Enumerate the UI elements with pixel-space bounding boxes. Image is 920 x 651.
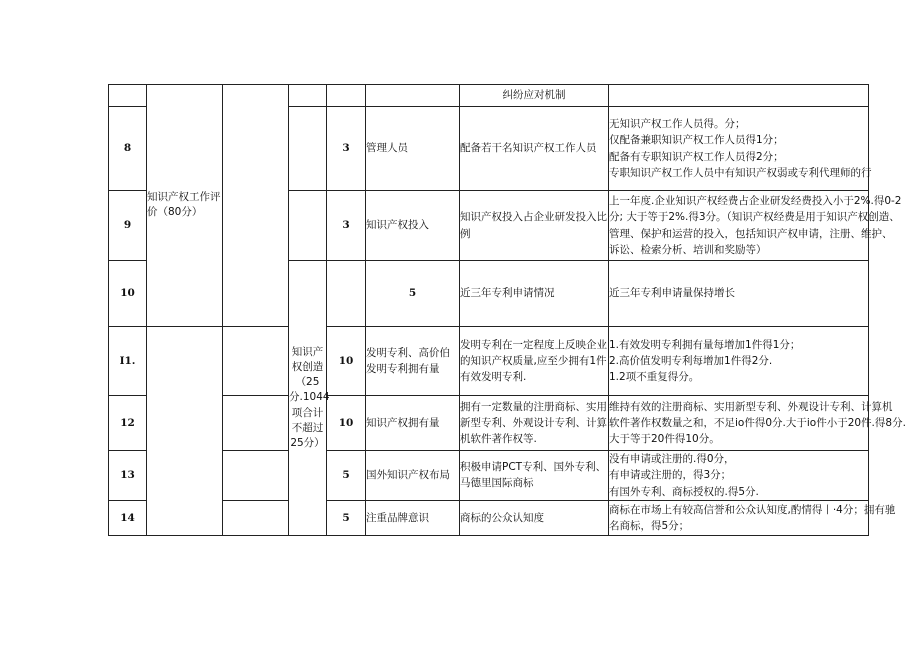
rule-line: 2.高价值发明专利每增加1件得2分. xyxy=(609,354,773,367)
score-cell xyxy=(327,85,366,107)
header-item-label: 纠纷应对机制 xyxy=(502,89,566,102)
row-rules xyxy=(609,500,896,535)
row-score: 3 xyxy=(327,107,366,191)
rules-cell xyxy=(609,85,869,107)
table-row xyxy=(109,396,869,451)
row-criteria: 近三年专利申请量保持增长 xyxy=(609,261,869,327)
row-number: 8 xyxy=(109,107,147,191)
row-rules xyxy=(609,396,906,451)
row-criteria: 拥有一定数量的注册商标、实用新型专利、外观设计专利、计算机软件著作权等. xyxy=(460,396,609,451)
row-score: 10 xyxy=(327,327,366,396)
empty-cell xyxy=(289,107,327,191)
row-rules xyxy=(609,191,902,261)
rule-line: 名商标，得5分； xyxy=(609,519,690,532)
empty-cell xyxy=(223,500,289,535)
row-number: 13 xyxy=(109,451,147,501)
empty-cell xyxy=(327,261,366,327)
empty-cell xyxy=(289,85,327,107)
rule-line: 1.有效发明专利拥有量每增加1件得1分； xyxy=(609,338,801,351)
category-cell-creation xyxy=(289,261,330,536)
row-name: 近三年专利申请情况 xyxy=(460,261,609,327)
row-name: 知识产权投入 xyxy=(366,191,460,261)
evaluation-table xyxy=(108,84,906,536)
row-rules xyxy=(609,327,869,396)
row-number: 14 xyxy=(109,500,147,535)
rule-line: 管理、保护和运营的投入，包括知识产权申请，注册、维护、 xyxy=(609,227,893,240)
table-row xyxy=(109,85,869,107)
rule-line: 1.2项不重复得分。 xyxy=(609,371,700,384)
rule-line: 诉讼、检索分析、培训和奖励等） xyxy=(609,243,767,256)
row-score: 5 xyxy=(327,500,366,535)
criteria-cell xyxy=(460,85,609,107)
rule-line: 有申请或注册的，得3分； xyxy=(609,469,732,482)
row-criteria: 发明专利在一定程度上反映企业的知识产权质量,应至少拥有1件有效发明专利. xyxy=(460,327,609,396)
row-criteria: 知识产权投入占企业研发投入比例 xyxy=(460,191,609,261)
table-row xyxy=(109,451,869,501)
category-cell-evaluation xyxy=(147,85,223,327)
row-name: 发明专利、高价伯发明专利拥有量 xyxy=(366,327,460,396)
row-score: 5 xyxy=(366,261,460,327)
name-cell xyxy=(366,85,460,107)
row-score: 10 xyxy=(327,396,366,451)
row-criteria: 配备若干名知识产权工作人员 xyxy=(460,107,609,191)
rule-line: 有国外专利、商标授权的.得5分. xyxy=(609,485,759,498)
rule-line: 专职知识产权工作人员中有知识产权弱或专利代理师的行 xyxy=(609,166,872,179)
row-name: 管理人员 xyxy=(366,107,460,191)
row-rules xyxy=(609,107,872,191)
row-name: 国外知识产权布局 xyxy=(366,451,460,501)
rule-line: 配备有专职知识产权工作人员得2分； xyxy=(609,150,784,163)
empty-cell xyxy=(223,327,289,396)
row-name: 注重品牌意识 xyxy=(366,500,460,535)
empty-cell xyxy=(289,191,327,261)
row-number: I1. xyxy=(109,327,147,396)
rule-line: 分; 大于等于2%.得3分。（知识产权经费是用于知识产权创造、 xyxy=(609,211,900,224)
subcategory-cell xyxy=(223,85,289,327)
row-name: 知识产权拥有量 xyxy=(366,396,460,451)
table-row xyxy=(109,500,869,535)
rule-line: 商标在市场上有较高信誉和公众认知度,酌情得丨·4分；拥有驰 xyxy=(609,503,896,516)
row-criteria: 商标的公众认知度 xyxy=(460,500,609,535)
empty-cell xyxy=(223,451,289,501)
row-number: 12 xyxy=(109,396,147,451)
rule-line: 维持有效的注册商标、实用新型专利、外观设计专利、计算机 xyxy=(609,400,893,413)
rule-line: 软件著作权数量之和，不足io件得0分.大于io件小于20件.得8分. xyxy=(609,416,906,429)
table-row xyxy=(109,327,869,396)
rule-line: 仅配备兼职知识产权工作人员得1分； xyxy=(609,134,784,147)
category-label: 知识产权创造（25分.1044项合计不超过25分） xyxy=(289,345,330,449)
row-criteria: 积极申请PCT专利、国外专利、马德里国际商标 xyxy=(460,451,609,501)
rule-line: 上一年度.企业知识产权经费占企业研发经费投入小于2%.得0-2 xyxy=(609,194,902,207)
num-cell xyxy=(109,85,147,107)
category-label: 知识产权工作评价（80分） xyxy=(147,191,221,219)
category-cell-empty xyxy=(147,327,223,536)
rule-line: 没有申请或注册的.得0分， xyxy=(609,453,735,465)
row-number: 10 xyxy=(109,261,147,327)
empty-cell xyxy=(223,396,289,451)
row-score: 3 xyxy=(327,191,366,261)
rule-line: 无知识产权工作人员得。分； xyxy=(609,117,746,130)
row-number: 9 xyxy=(109,191,147,261)
rule-line: 大于等于20件得10分。 xyxy=(609,433,720,446)
row-rules xyxy=(609,451,869,501)
row-score: 5 xyxy=(327,451,366,501)
